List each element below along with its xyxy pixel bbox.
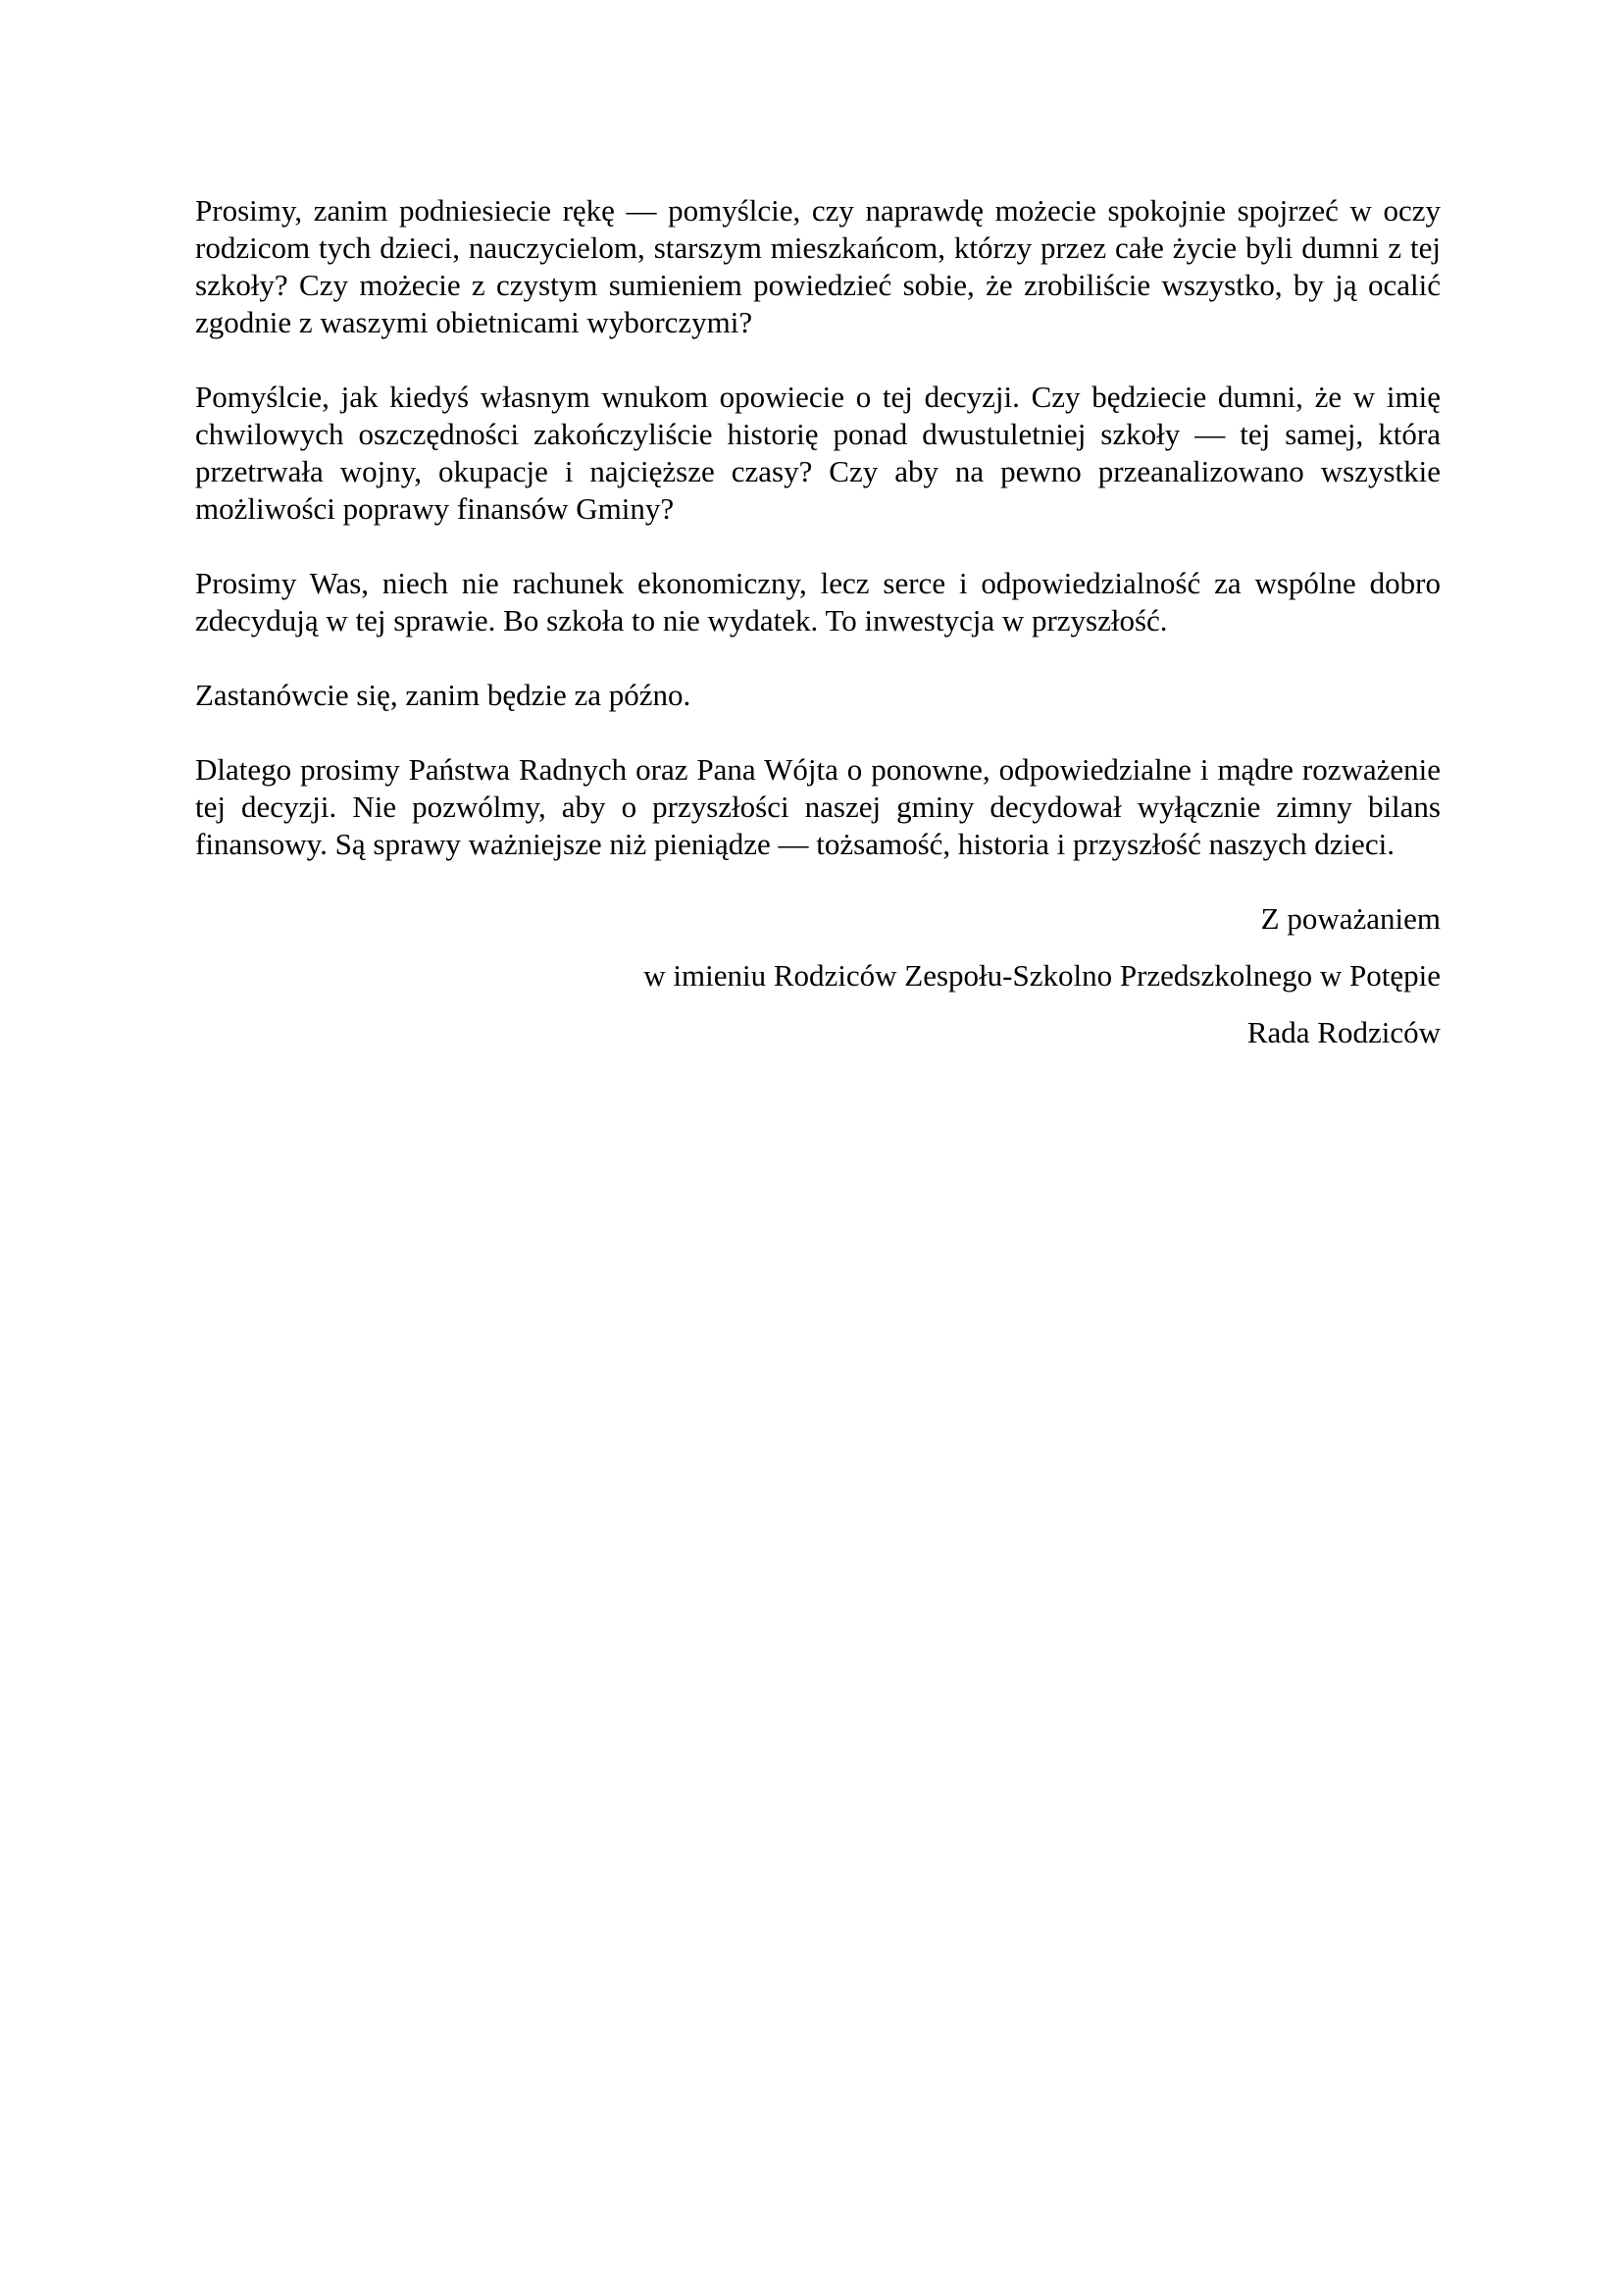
paragraph-3: Prosimy Was, niech nie rachunek ekonomiczny, lecz serce i odpowiedzialność za wspólne dobro zdecydują w tej sprawie. Bo szkoła to nie wydatek. To inwestycja w przyszłość. bbox=[195, 566, 1441, 637]
signatory: Rada Rodziców bbox=[1246, 1015, 1441, 1049]
paragraph-2: Pomyślcie, jak kiedyś własnym wnukom opowiecie o tej decyzji. Czy będziecie dumni, że w imię chwilowych oszczędności zakończyliście historię ponad dwustuletniej szkoły — tej samej, która przetrwała wojny, okupacje i najcięższe czasy? Czy aby na pewno przeanalizowano wszystkie możliwości poprawy finansów Gminy? bbox=[195, 380, 1441, 526]
letter-body bbox=[195, 192, 1441, 1071]
signature-line: w imieniu Rodziców Zespołu-Szkolno Przedszkolnego w Potępie bbox=[643, 958, 1441, 993]
closing-salutation: Z poważaniem bbox=[1260, 901, 1441, 936]
paragraph-4: Zastanówcie się, zanim będzie za późno. bbox=[195, 678, 691, 712]
paragraph-1: Prosimy, zanim podniesiecie rękę — pomyślcie, czy naprawdę możecie spokojnie spojrzeć w oczy rodzicom tych dzieci, nauczycielom, starszym mieszkańcom, którzy przez całe życie byli dumni z tej szkoły? Czy możecie z czystym sumieniem powiedzieć sobie, że zrobiliście wszystko, by ją ocalić zgodnie z waszymi obietnicami wyborczymi? bbox=[195, 193, 1441, 339]
paragraph-5: Dlatego prosimy Państwa Radnych oraz Pana Wójta o ponowne, odpowiedzialne i mądre rozważenie tej decyzji. Nie pozwólmy, aby o przyszłości naszej gminy decydował wyłącznie zimny bilans finansowy. Są sprawy ważniejsze niż pieniądze — tożsamość, historia i przyszłość naszych dzieci. bbox=[195, 752, 1441, 861]
